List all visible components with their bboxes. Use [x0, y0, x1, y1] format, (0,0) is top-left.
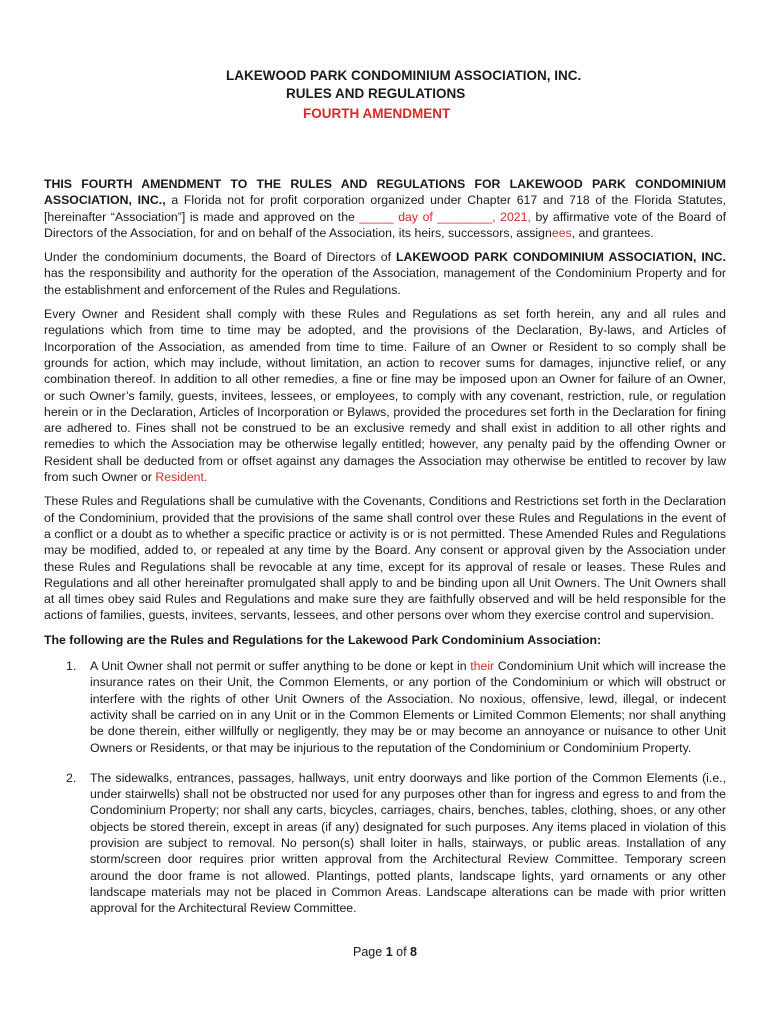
- amendment-title: FOURTH AMENDMENT: [303, 106, 451, 121]
- preamble-text: a Florida not for profit corporation organized under Chapter 617 and 718 of the Florida Statutes, [hereinafter “Association”] is made and approved on the: [44, 193, 726, 224]
- item-number: 2.: [66, 770, 77, 785]
- list-item: [44, 770, 726, 917]
- cumulative-paragraph: These Rules and Regulations shall be cumulative with the Covenants, Conditions and Restrictions set forth in the Declaration of the Condominium, provided that the provisions of the same shall control over these Rules and Regulations in the event of a conflict or a doubt as to whether a specific practice or activity is or is not permitted. These Amended Rules and Regulations may be modified, added to, or repealed at any time by the Board. Any consent or approval given by the Association under these Rules and Regulations shall be revocable at any time, except for its approval of resale or leases. These Rules and Regulations and all other hereinafter promulgated shall apply to and be binding upon all Unit Owners. The Unit Owners shall at all times obey said Rules and Regulations and make sure they are faithfully observed and will be held responsible for the actions of families, guests, invitees, servants, lessees, and other persons over whom they exercise control and supervision.: [44, 494, 726, 623]
- preamble-text: by affirmative vote of the Board of Directors of the Association, for and on behalf of the Association, its heirs, successors, assign: [44, 209, 727, 240]
- compliance-paragraph: [44, 306, 726, 485]
- preamble-paragraph: [44, 176, 726, 241]
- highlight-text: ees: [551, 225, 572, 240]
- list-item: [44, 658, 726, 756]
- page-label: Page: [353, 945, 386, 959]
- item-text: The sidewalks, entrances, passages, hallways, unit entry doorways and like portion of the Common Elements (i.e., under stairwells) shall not be obstructed nor used for any purposes other than for ingress and egress to and from the Condominium Property; nor shall any carts, bicycles, carriages, chairs, benches, tables, clothing, shoes, or any other objects be stored therein, except in areas (if any) designated for such purposes. Any items placed in violation of this provision are subject to removal. No person(s) shall loiter in halls, stairways, or public areas. Installation of any storm/screen door requires prior written approval from the Architectural Review Committee. Temporary screen around the door frame is not allowed. Plantings, potted plants, landscape lights, yard ornaments or any other landscape materials may not be placed in Common Areas. Landscape alterations can be made with prior written approval for the Architectural Review Committee.: [90, 770, 726, 916]
- document-body: [44, 176, 726, 930]
- preamble-bold: THIS FOURTH AMENDMENT TO THE RULES AND REGULATIONS FOR LAKEWOOD PARK CONDOMINIUM ASSOCIATION, INC.,: [44, 177, 726, 208]
- association-title: LAKEWOOD PARK CONDOMINIUM ASSOCIATION, INC.: [226, 68, 582, 83]
- rules-intro: The following are the Rules and Regulations for the Lakewood Park Condominium Association:: [44, 632, 602, 647]
- date-blank: _____ day of ________, 2021,: [359, 209, 531, 224]
- authority-paragraph: [44, 249, 726, 298]
- paragraph-text: Every Owner and Resident shall comply with these Rules and Regulations as set forth herein, any and all rules and regulations which from time to time may be adopted, and the provisions of the Declaration, By-laws, and Articles of Incorporation of the Association, as amended from time to time. Failure of an Owner or Resident to so comply shall be grounds for action, which may include, without limitation, an action to recover sums for damages, injunctive relief, or any combination thereof. In addition to all other remedies, a fine or fine may be imposed upon an Owner for failure of an Owner, or such Owner’s family, guests, invitees, lessees, or employees, to comply with any covenant, restriction, rule, or regulation herein or in the Declaration, Articles of Incorporation or Bylaws, provided the procedures set forth in the Declaration for fining are adhered to. Fines shall not be construed to be an exclusive remedy and shall exist in addition to all other rights and remedies to which the Association may be otherwise legally entitled; however, any penalty paid by the offending Owner or Resident shall be deducted from or offset against any damages the Association may otherwise be entitled to recover by law from such Owner or: [44, 307, 726, 485]
- page-total: 8: [410, 945, 417, 959]
- highlight-text: their: [470, 659, 495, 674]
- item-number: 1.: [66, 659, 77, 674]
- rules-list: [44, 658, 726, 916]
- paragraph-text: Under the condominium documents, the Board of Directors of: [44, 250, 397, 265]
- preamble-text: , and grantees.: [571, 225, 654, 240]
- association-name: LAKEWOOD PARK CONDOMINIUM ASSOCIATION, INC.: [396, 250, 726, 265]
- item-text: A Unit Owner shall not permit or suffer anything to be done or kept in: [90, 659, 471, 674]
- paragraph-text: has the responsibility and authority for the operation of the Association, management of the Condominium Property and for the establishment and enforcement of the Rules and Regulations.: [44, 266, 726, 297]
- page-of: of: [392, 945, 411, 959]
- page-footer: [0, 944, 770, 960]
- page-number: 1: [385, 945, 393, 959]
- rules-title: RULES AND REGULATIONS: [286, 86, 466, 101]
- item-text: Condominium Unit which will increase the insurance rates on their Unit, the Common Elements, or any portion of the Condominium or which will obstruct or interfere with the rights of other Unit Owners of the Association. No noxious, offensive, lewd, illegal, or indecent activity shall be carried on in any Unit or in the Common Elements or Limited Common Elements; nor shall anything be done therein, either willfully or negligently, they may be or may become an annoyance or nuisance to other Unit Owners or Residents, or that may be injurious to the reputation of the Condominium or Condominium Property.: [90, 659, 726, 755]
- highlight-text: Resident.: [155, 470, 208, 485]
